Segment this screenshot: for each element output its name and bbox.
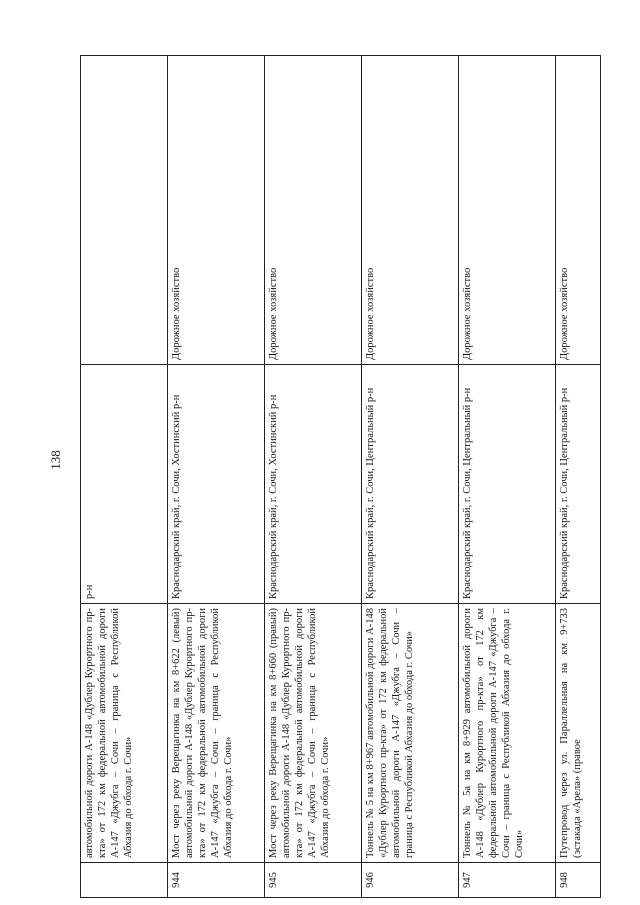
row-number xyxy=(81,863,168,898)
object-location: Краснодарский край, г. Сочи, Хостинский р-н xyxy=(265,365,362,604)
object-category: Дорожное хозяйство xyxy=(168,56,265,365)
table-row xyxy=(459,56,556,898)
object-name: Путепровод через ул. Параллельная на км 9+733 (эстакада «Арела» (правое xyxy=(556,604,601,863)
row-number: 948 xyxy=(556,863,601,898)
table-row xyxy=(168,56,265,898)
rotated-table-frame xyxy=(80,60,583,898)
object-category xyxy=(81,56,168,365)
object-name: автомобильной дороги А-148 «Дублер Курортного пр-кта» от 172 км федеральной автомобильной дороги А-147 «Джубга – Сочи – граница с Республикой Абхазия до обхода г. Сочи» xyxy=(81,604,168,863)
object-location: Краснодарский край, г. Сочи, Центральный р-н xyxy=(556,365,601,604)
page-number: 138 xyxy=(48,450,63,470)
object-name: Тоннель № 5 на км 8+967 автомобильной дороги А-148 «Дублер Курортного пр-кта» от 172 км федеральной автомобильной дороги А-147 «Джубга – Сочи – граница с Республикой Абхазия до обхода г. Сочи» xyxy=(362,604,459,863)
table-row xyxy=(556,56,601,898)
row-number: 947 xyxy=(459,863,556,898)
object-name: Мост через реку Верещагинка на км 8+622 (левый) автомобильной дороги А-148 «Дублер Курортного пр-кта» от 172 км федеральной автомобильной дороги А-147 «Джубга – Сочи – граница с Республикой Абхазия до обхода г. Сочи» xyxy=(168,604,265,863)
object-category: Дорожное хозяйство xyxy=(556,56,601,365)
object-name: Мост через реку Верещагинка на км 8+660 (правый) автомобильной дороги А-148 «Дублер Курортного пр-кта» от 172 км федеральной автомобильной дороги А-147 «Джубга – Сочи – граница с Республикой Абхазия до обхода г. Сочи» xyxy=(265,604,362,863)
object-category: Дорожное хозяйство xyxy=(459,56,556,365)
row-number: 945 xyxy=(265,863,362,898)
object-location: р-н xyxy=(81,365,168,604)
object-category: Дорожное хозяйство xyxy=(265,56,362,365)
object-location: Краснодарский край, г. Сочи, Центральный р-н xyxy=(362,365,459,604)
object-category: Дорожное хозяйство xyxy=(362,56,459,365)
objects-table xyxy=(80,55,601,898)
row-number: 944 xyxy=(168,863,265,898)
row-number: 946 xyxy=(362,863,459,898)
table-row xyxy=(81,56,168,898)
object-name: Тоннель № 5а на км 8+929 автомобильной дороги А-148 «Дублер Курортного пр-кта» от 172 км федеральной автомобильной дороги А-147 «Джубга – Сочи – граница с Республикой Абхазия до обхода г. Сочи» xyxy=(459,604,556,863)
object-location: Краснодарский край, г. Сочи, Центральный р-н xyxy=(459,365,556,604)
table-row xyxy=(265,56,362,898)
object-location: Краснодарский край, г. Сочи, Хостинский р-н xyxy=(168,365,265,604)
table-row xyxy=(362,56,459,898)
